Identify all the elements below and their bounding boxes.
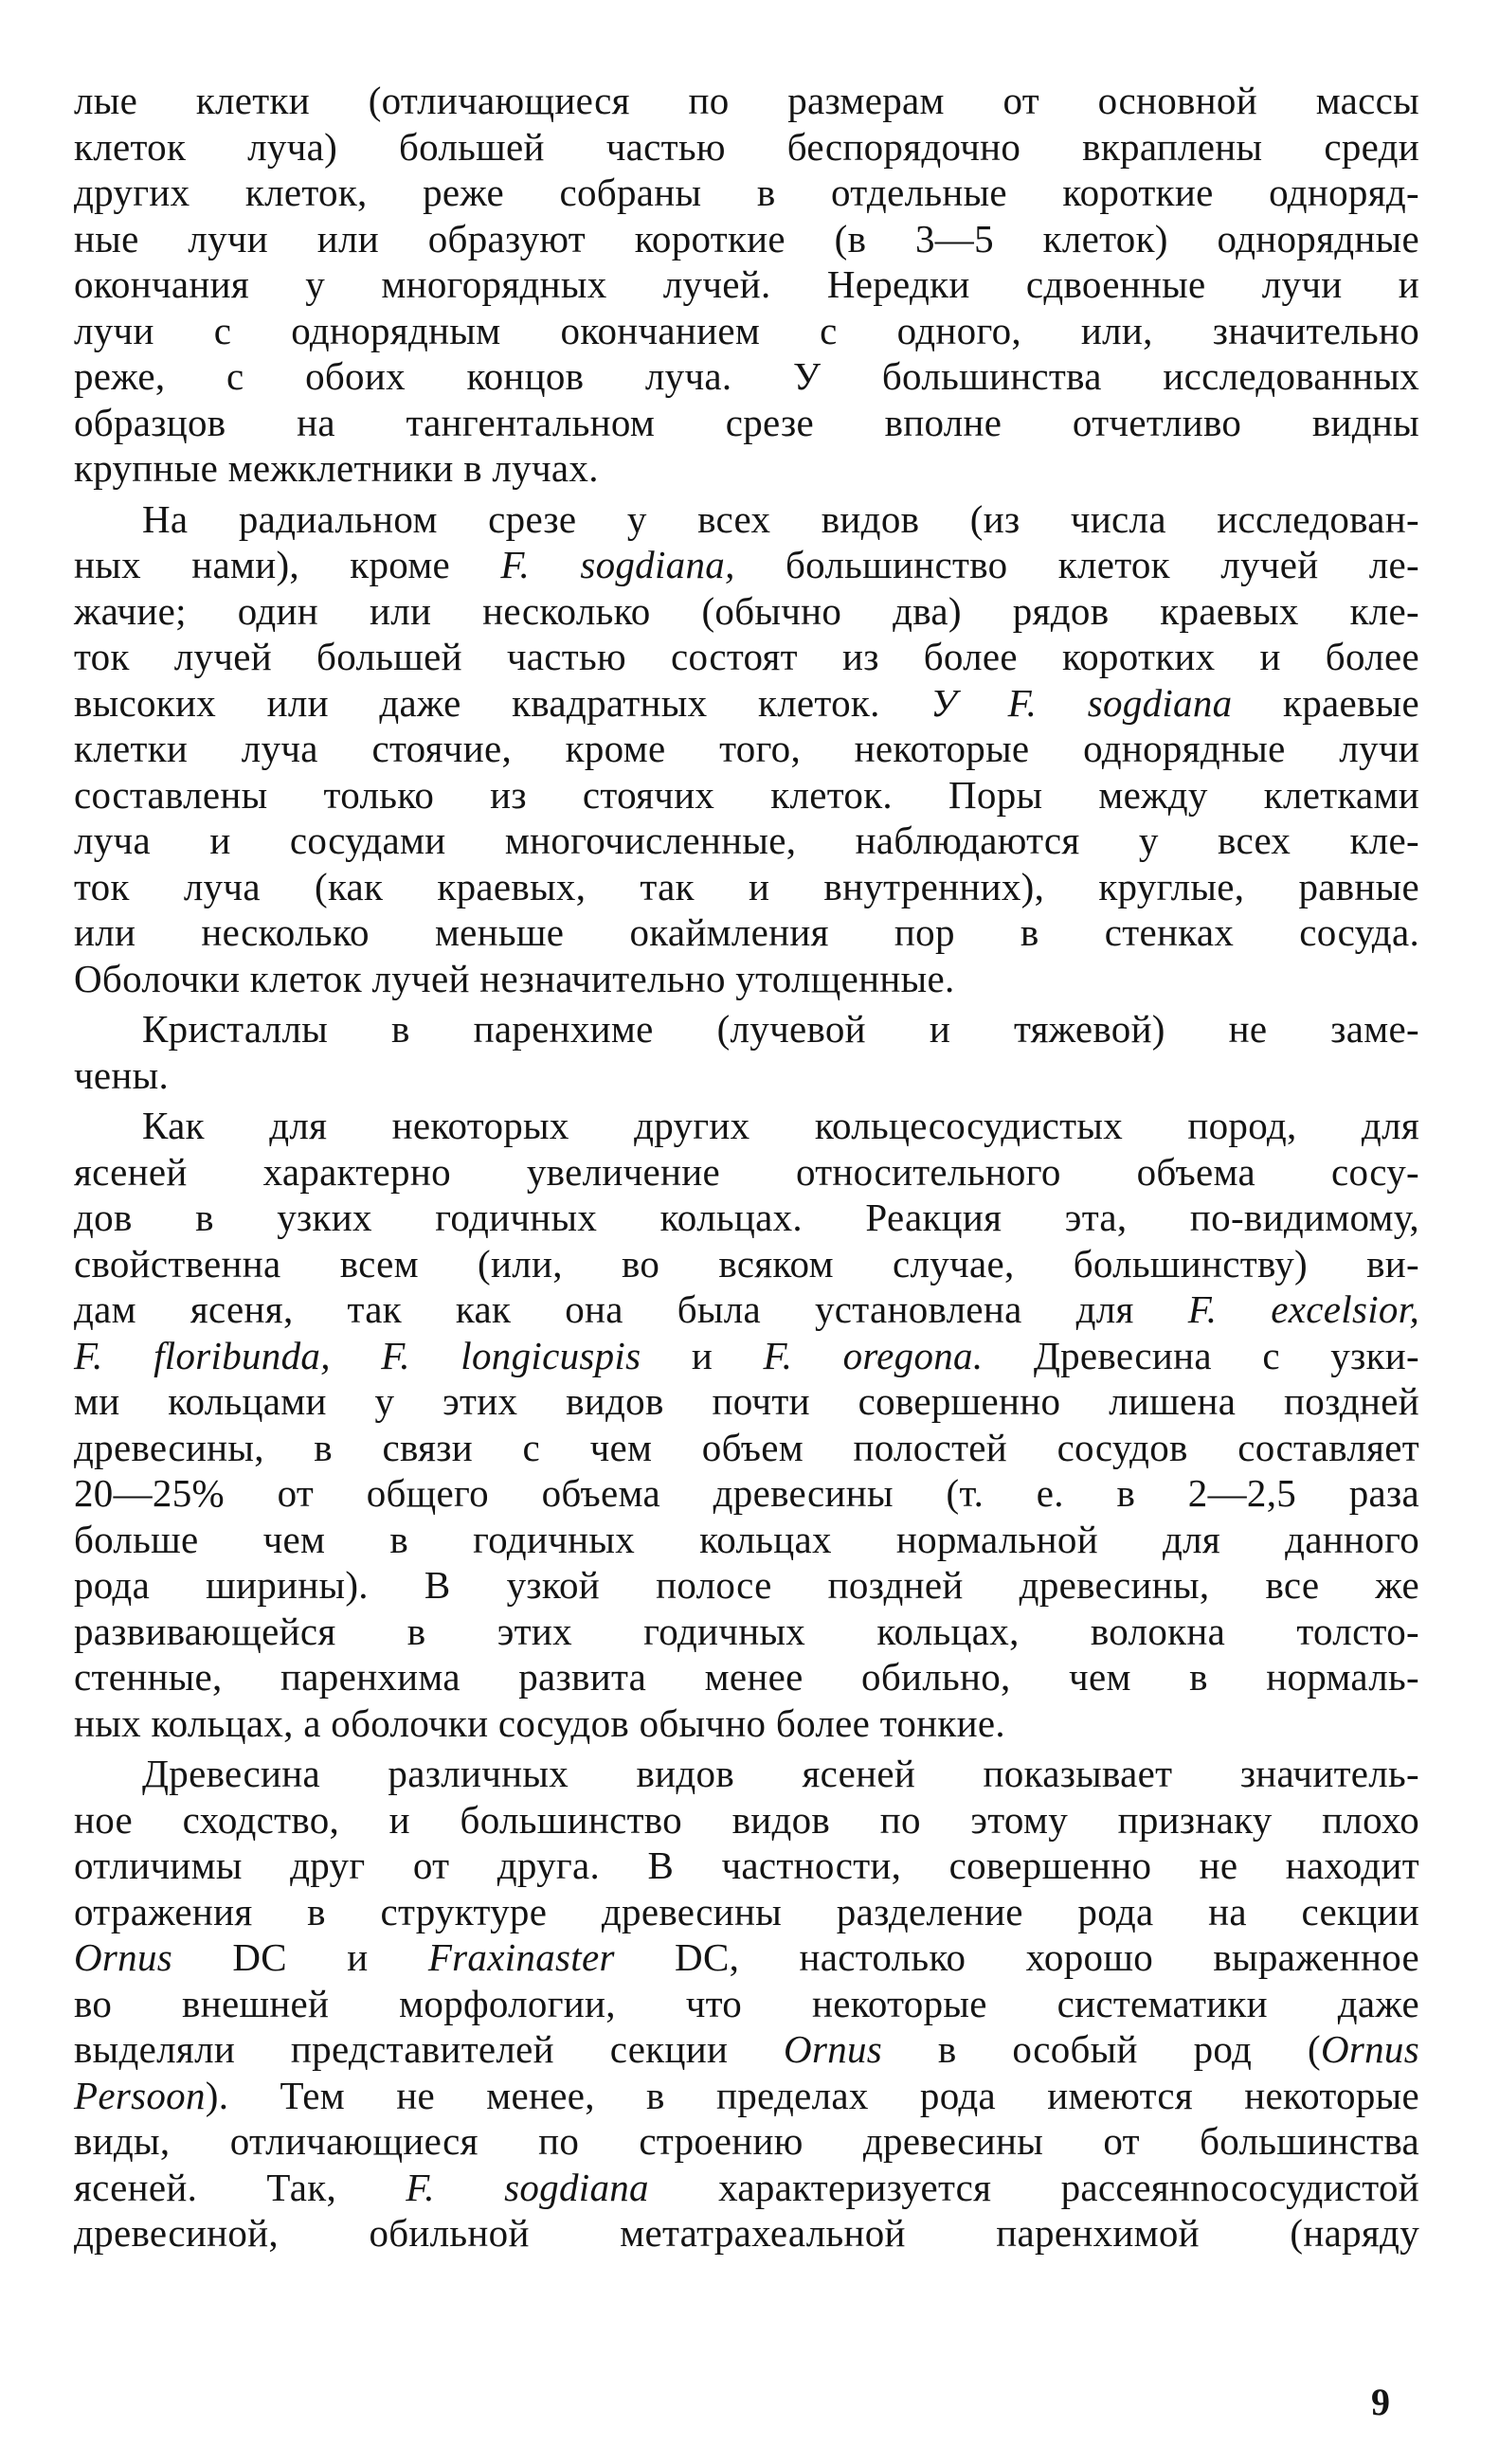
text-line: Кристаллы в паренхиме (лучевой и тяжевой) не заме- [142,1007,1419,1051]
taxon-name: Ornus [784,2027,883,2071]
text-line: стенные, паренхима развита менее обильно, чем в нормаль- [74,1655,1419,1699]
text-line [74,1333,1419,1379]
paragraph-1 [74,78,1419,492]
text-run: краевые [1232,680,1419,725]
text-line [74,1286,1419,1333]
paragraph-3 [74,1006,1419,1098]
text-line: 20—25% от общего объема древесины (т. е. в 2—2,5 раза [74,1471,1419,1515]
text-line: жачие; один или несколько (обычно два) рядов краевых кле- [74,588,1419,633]
text-line: клеток луча) большей частью беспорядочно вкраплены среди [74,124,1419,169]
text-line: древесины, в связи с чем объем полостей сосудов составляет [74,1425,1419,1469]
text-line: других клеток, реже собраны в отдельные короткие одноряд- [74,171,1419,214]
text-run: и [641,1333,764,1377]
text-line: образцов на тангентальном срезе вполне отчетливо видны [74,400,1419,444]
text-line: ток луча (как краевых, так и внутренних), круглые, равные [74,864,1419,908]
text-line: На радиальном срезе у всех видов (из числа исследован- [142,496,1419,541]
text-run: DC, настолько хорошо выраженное [614,1935,1419,1979]
text-line: дов в узких годичных кольцах. Реакция эта, по-видимому, [74,1196,1419,1239]
text-line: окончания у многорядных лучей. Нередки сдвоенные лучи и [74,262,1419,306]
text-line [74,2073,1419,2119]
text-line: Древесина различных видов ясеней показывает значитель- [142,1752,1419,1795]
text-line: во внешней морфологии, что некоторые систематики даже [74,1981,1419,2025]
text-line: составлены только из стоячих клеток. Поры между клетками [74,772,1419,817]
species-name: У F. sogdiana [930,680,1233,725]
text-run: ). Тем не менее, в пределах рода имеются некоторые [205,2073,1419,2117]
text-line [74,2165,1419,2211]
text-line: ясеней характерно увеличение относительного объема сосу- [74,1149,1419,1194]
species-name: F. excelsior, [1187,1287,1419,1331]
text-line: ми кольцами у этих видов почти совершенно лишена поздней [74,1379,1419,1423]
text-run: характеризуется рассеянnососудистой [648,2165,1419,2209]
paragraph-4 [74,1103,1419,1746]
taxon-name: Persoon [74,2073,206,2117]
text-run: выделяли представителей секции [74,2027,785,2071]
text-line: или несколько меньше окаймления пор в стенках сосуда. [74,910,1419,954]
taxon-name: Ornus [1320,2027,1419,2071]
text-run: большинство клеток лучей ле- [734,543,1419,586]
text-run: дам ясеня, так как она была установлена для [74,1287,1188,1331]
paragraph-2 [74,496,1419,1002]
text-run: ных нами), кроме [74,543,501,586]
text-run: Древесина с узки- [983,1333,1419,1377]
species-name: F. floribunda, F. longicuspis [74,1333,641,1377]
text-run: DC и [172,1935,428,1979]
page-body [74,78,1419,2257]
text-line: ное сходство, и большинство видов по этому признаку плохо [74,1797,1419,1842]
text-line [74,1934,1419,1981]
text-line [74,542,1419,588]
text-line [74,680,1419,727]
paragraph-5 [74,1751,1419,2257]
text-line: развивающейся в этих годичных кольцах, волокна толсто- [74,1609,1419,1653]
species-name: F. sogdiana [406,2165,649,2209]
species-name: F. oregona. [763,1333,984,1377]
text-line: Как для некоторых других кольцесосудистых пород, для [142,1104,1419,1147]
taxon-name: Ornus [74,1935,173,1979]
page-number: 9 [1371,2381,1390,2423]
text-line: лые клетки (отличающиеся по размерам от основной массы [74,79,1419,122]
text-line: древесиной, обильной метатрахеальной паренхимой (наряду [74,2211,1419,2255]
text-line: ных кольцах, а оболочки сосудов обычно более тонкие. [74,1700,1005,1745]
text-line: Оболочки клеток лучей незначительно утолщенные. [74,956,955,1000]
text-line: отражения в структуре древесины разделение рода на секции [74,1889,1419,1933]
text-line: клетки луча стоячие, кроме того, некоторые однорядные лучи [74,727,1419,770]
species-name: F. sogdiana, [500,543,735,586]
text-line: рода ширины). В узкой полосе поздней древесины, все же [74,1563,1419,1607]
text-line: больше чем в годичных кольцах нормальной для данного [74,1517,1419,1561]
text-line: крупные межклетники в лучах. [74,446,599,490]
text-line: ток лучей большей частью состоят из более коротких и более [74,635,1419,678]
text-line [74,2026,1419,2073]
text-run: ясеней. Так, [74,2165,406,2209]
text-run: высоких или даже квадратных клеток. [74,680,931,725]
text-line: лучи с однорядным окончанием с одного, или, значительно [74,308,1419,352]
text-line: отличимы друг от друга. В частности, совершенно не находит [74,1844,1419,1887]
text-run: в особый род ( [882,2027,1321,2071]
text-line: луча и сосудами многочисленные, наблюдаются у всех кле- [74,818,1419,862]
text-line: чены. [74,1052,170,1097]
text-line: свойственна всем (или, во всяком случае, большинству) ви- [74,1241,1419,1286]
text-line: виды, отличающиеся по строению древесины от большинства [74,2119,1419,2163]
text-line: реже, с обоих концов луча. У большинства исследованных [74,354,1419,398]
text-line: ные лучи или образуют короткие (в 3—5 клеток) однорядные [74,216,1419,261]
taxon-name: Fraxinaster [427,1935,615,1979]
